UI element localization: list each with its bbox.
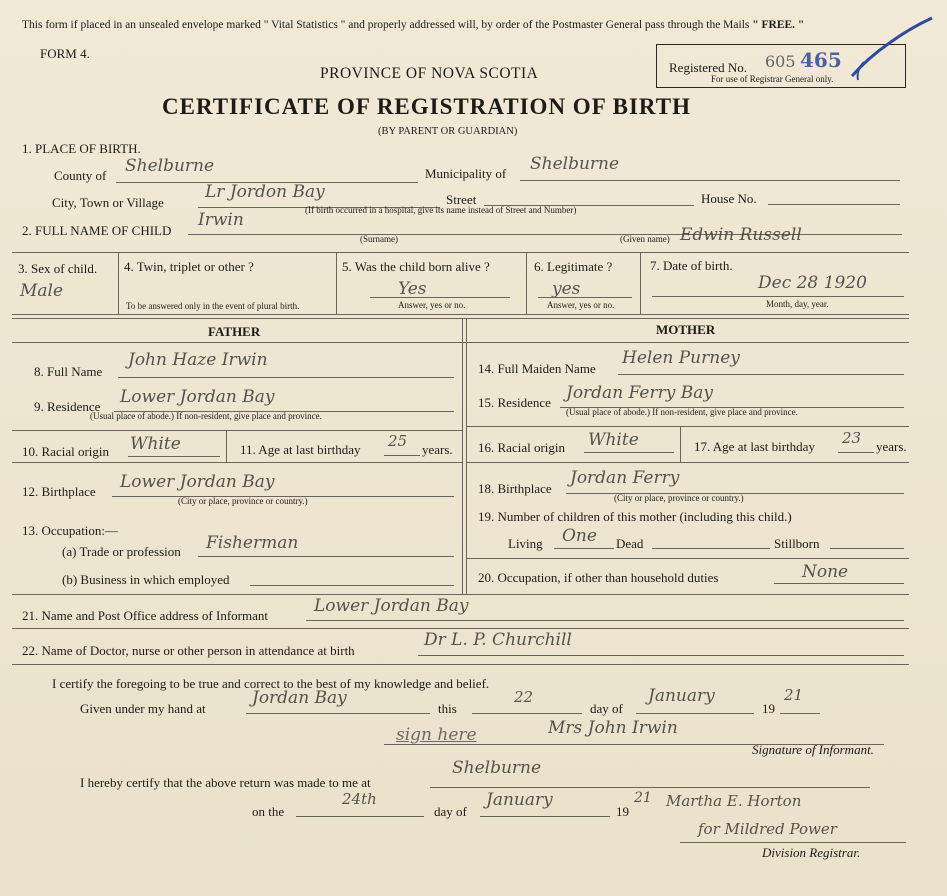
given-under-label: Given under my hand at — [80, 701, 206, 716]
registrar-signature-1: Martha E. Horton — [666, 792, 802, 810]
father-age-label: 11. Age at last birthday — [240, 442, 361, 457]
surname-caption: (Surname) — [360, 234, 398, 244]
street-note: (If birth occurred in a hospital, give its name instead of Street and Number) — [305, 205, 577, 215]
registration-note: For use of Registrar General only. — [711, 74, 834, 84]
father-residence-value: Lower Jordan Bay — [120, 387, 275, 407]
mother-name-value: Helen Purney — [622, 348, 740, 368]
mother-occupation-value: None — [802, 562, 849, 582]
father-name-label: 8. Full Name — [34, 364, 103, 379]
father-age-value: 25 — [388, 432, 408, 450]
birth-date-note: Month, day, year. — [766, 299, 829, 309]
father-birthplace-note: (City or place, province or country.) — [178, 496, 308, 506]
stillborn-label: Stillborn — [774, 536, 820, 551]
mother-age-unit: years. — [876, 439, 907, 454]
given-month-value: January — [648, 686, 715, 706]
business-label: (b) Business in which employed — [62, 572, 230, 587]
mother-residence-value: Jordan Ferry Bay — [566, 383, 713, 403]
given-day-value: 22 — [514, 688, 534, 706]
registration-number-stamp: 465 — [800, 48, 842, 72]
twin-label: 4. Twin, triplet or other ? — [124, 259, 254, 274]
legitimate-label: 6. Legitimate ? — [534, 259, 613, 274]
county-label: County of — [54, 168, 107, 183]
registrar-statement: I hereby certify that the above return was made to me at — [80, 775, 371, 790]
children-count-label: 19. Number of children of this mother (including this child.) — [478, 509, 792, 524]
mother-birthplace-label: 18. Birthplace — [478, 481, 552, 496]
province-heading: PROVINCE OF NOVA SCOTIA — [320, 65, 539, 82]
father-residence-note: (Usual place of abode.) If non-resident, give place and province. — [90, 411, 322, 421]
informant-signature: Mrs John Irwin — [548, 718, 678, 738]
living-value: One — [562, 526, 597, 546]
sex-label: 3. Sex of child. — [18, 261, 98, 276]
birth-date-label: 7. Date of birth. — [650, 258, 733, 273]
registrar-month-value: January — [486, 790, 553, 810]
doctor-value: Dr L. P. Churchill — [424, 630, 572, 650]
place-of-birth-heading: 1. PLACE OF BIRTH. — [22, 141, 141, 156]
city-value: Lr Jordon Bay — [205, 182, 325, 202]
given-day-of-label: day of — [590, 701, 623, 716]
form-number: FORM 4. — [40, 46, 90, 61]
registrar-year-prefix: 19 — [616, 804, 629, 819]
sex-value: Male — [20, 281, 64, 301]
legitimate-value: yes — [552, 279, 581, 299]
registrar-day-of-label: day of — [434, 804, 467, 819]
mother-age-value: 23 — [842, 429, 862, 447]
legitimate-note: Answer, yes or no. — [547, 300, 615, 310]
this-label: this — [438, 701, 457, 716]
informant-signature-caption: Signature of Informant. — [752, 742, 874, 757]
child-name-label: 2. FULL NAME OF CHILD — [22, 223, 172, 238]
twin-note: To be answered only in the event of plural birth. — [126, 301, 300, 311]
registrar-place-value: Shelburne — [452, 758, 542, 778]
informant-value: Lower Jordan Bay — [314, 596, 469, 616]
registrar-year-value: 21 — [634, 790, 652, 806]
father-birthplace-value: Lower Jordan Bay — [120, 472, 275, 492]
mother-residence-note: (Usual place of abode.) If non-resident, give place and province. — [566, 407, 798, 417]
sign-here-note: sign here — [396, 725, 477, 745]
postal-notice: This form if placed in an unsealed envelope marked " Vital Statistics " and properly addressed will, by order of the Postmaster General pass through the Mails " FREE. " — [22, 19, 805, 31]
registrar-caption: Division Registrar. — [762, 845, 861, 860]
given-year-value: 21 — [784, 686, 804, 704]
birth-date-value: Dec 28 1920 — [758, 273, 867, 293]
mother-race-value: White — [588, 430, 639, 450]
given-place-value: Jordan Bay — [252, 688, 347, 708]
mother-birthplace-value: Jordan Ferry — [570, 468, 680, 488]
informant-label: 21. Name and Post Office address of Informant — [22, 608, 268, 623]
city-label: City, Town or Village — [52, 195, 164, 210]
mother-heading: MOTHER — [656, 322, 716, 337]
trade-label: (a) Trade or profession — [62, 544, 181, 559]
registrar-signature-2: for Mildred Power — [698, 820, 837, 838]
mother-name-label: 14. Full Maiden Name — [478, 361, 596, 376]
mother-age-label: 17. Age at last birthday — [694, 439, 815, 454]
document-title: CERTIFICATE OF REGISTRATION OF BIRTH — [162, 94, 691, 119]
doctor-label: 22. Name of Doctor, nurse or other person in attendance at birth — [22, 643, 355, 658]
father-occupation-label: 13. Occupation:— — [22, 523, 119, 538]
father-name-value: John Haze Irwin — [128, 350, 268, 370]
certify-statement: I certify the foregoing to be true and correct to the best of my knowledge and belief. — [52, 676, 490, 691]
father-age-unit: years. — [422, 442, 453, 457]
street-label: Street — [446, 192, 477, 207]
mother-race-label: 16. Racial origin — [478, 440, 566, 455]
father-race-label: 10. Racial origin — [22, 444, 110, 459]
registration-number-prefix: 605 — [765, 52, 796, 71]
father-residence-label: 9. Residence — [34, 399, 101, 414]
father-race-value: White — [130, 434, 181, 454]
given-name-caption: (Given name) — [620, 234, 670, 244]
document-subtitle: (BY PARENT OR GUARDIAN) — [378, 126, 518, 137]
father-heading: FATHER — [208, 324, 261, 339]
county-value: Shelburne — [125, 156, 215, 176]
child-given-name-value: Edwin Russell — [680, 225, 802, 245]
mother-birthplace-note: (City or place, province or country.) — [614, 493, 744, 503]
registration-label: Registered No. — [669, 60, 747, 75]
born-alive-value: Yes — [398, 279, 427, 299]
given-year-prefix: 19 — [762, 701, 775, 716]
child-surname-value: Irwin — [198, 210, 244, 230]
father-birthplace-label: 12. Birthplace — [22, 484, 96, 499]
born-alive-note: Answer, yes or no. — [398, 300, 466, 310]
check-mark-icon — [848, 14, 938, 86]
house-number-label: House No. — [701, 191, 757, 206]
mother-residence-label: 15. Residence — [478, 395, 551, 410]
trade-value: Fisherman — [206, 533, 299, 553]
on-the-label: on the — [252, 804, 285, 819]
dead-label: Dead — [616, 536, 644, 551]
registrar-day-value: 24th — [342, 790, 377, 808]
municipality-value: Shelburne — [530, 154, 620, 174]
municipality-label: Municipality of — [425, 166, 507, 181]
mother-occupation-label: 20. Occupation, if other than household duties — [478, 570, 719, 585]
born-alive-label: 5. Was the child born alive ? — [342, 259, 490, 274]
living-label: Living — [508, 536, 543, 551]
